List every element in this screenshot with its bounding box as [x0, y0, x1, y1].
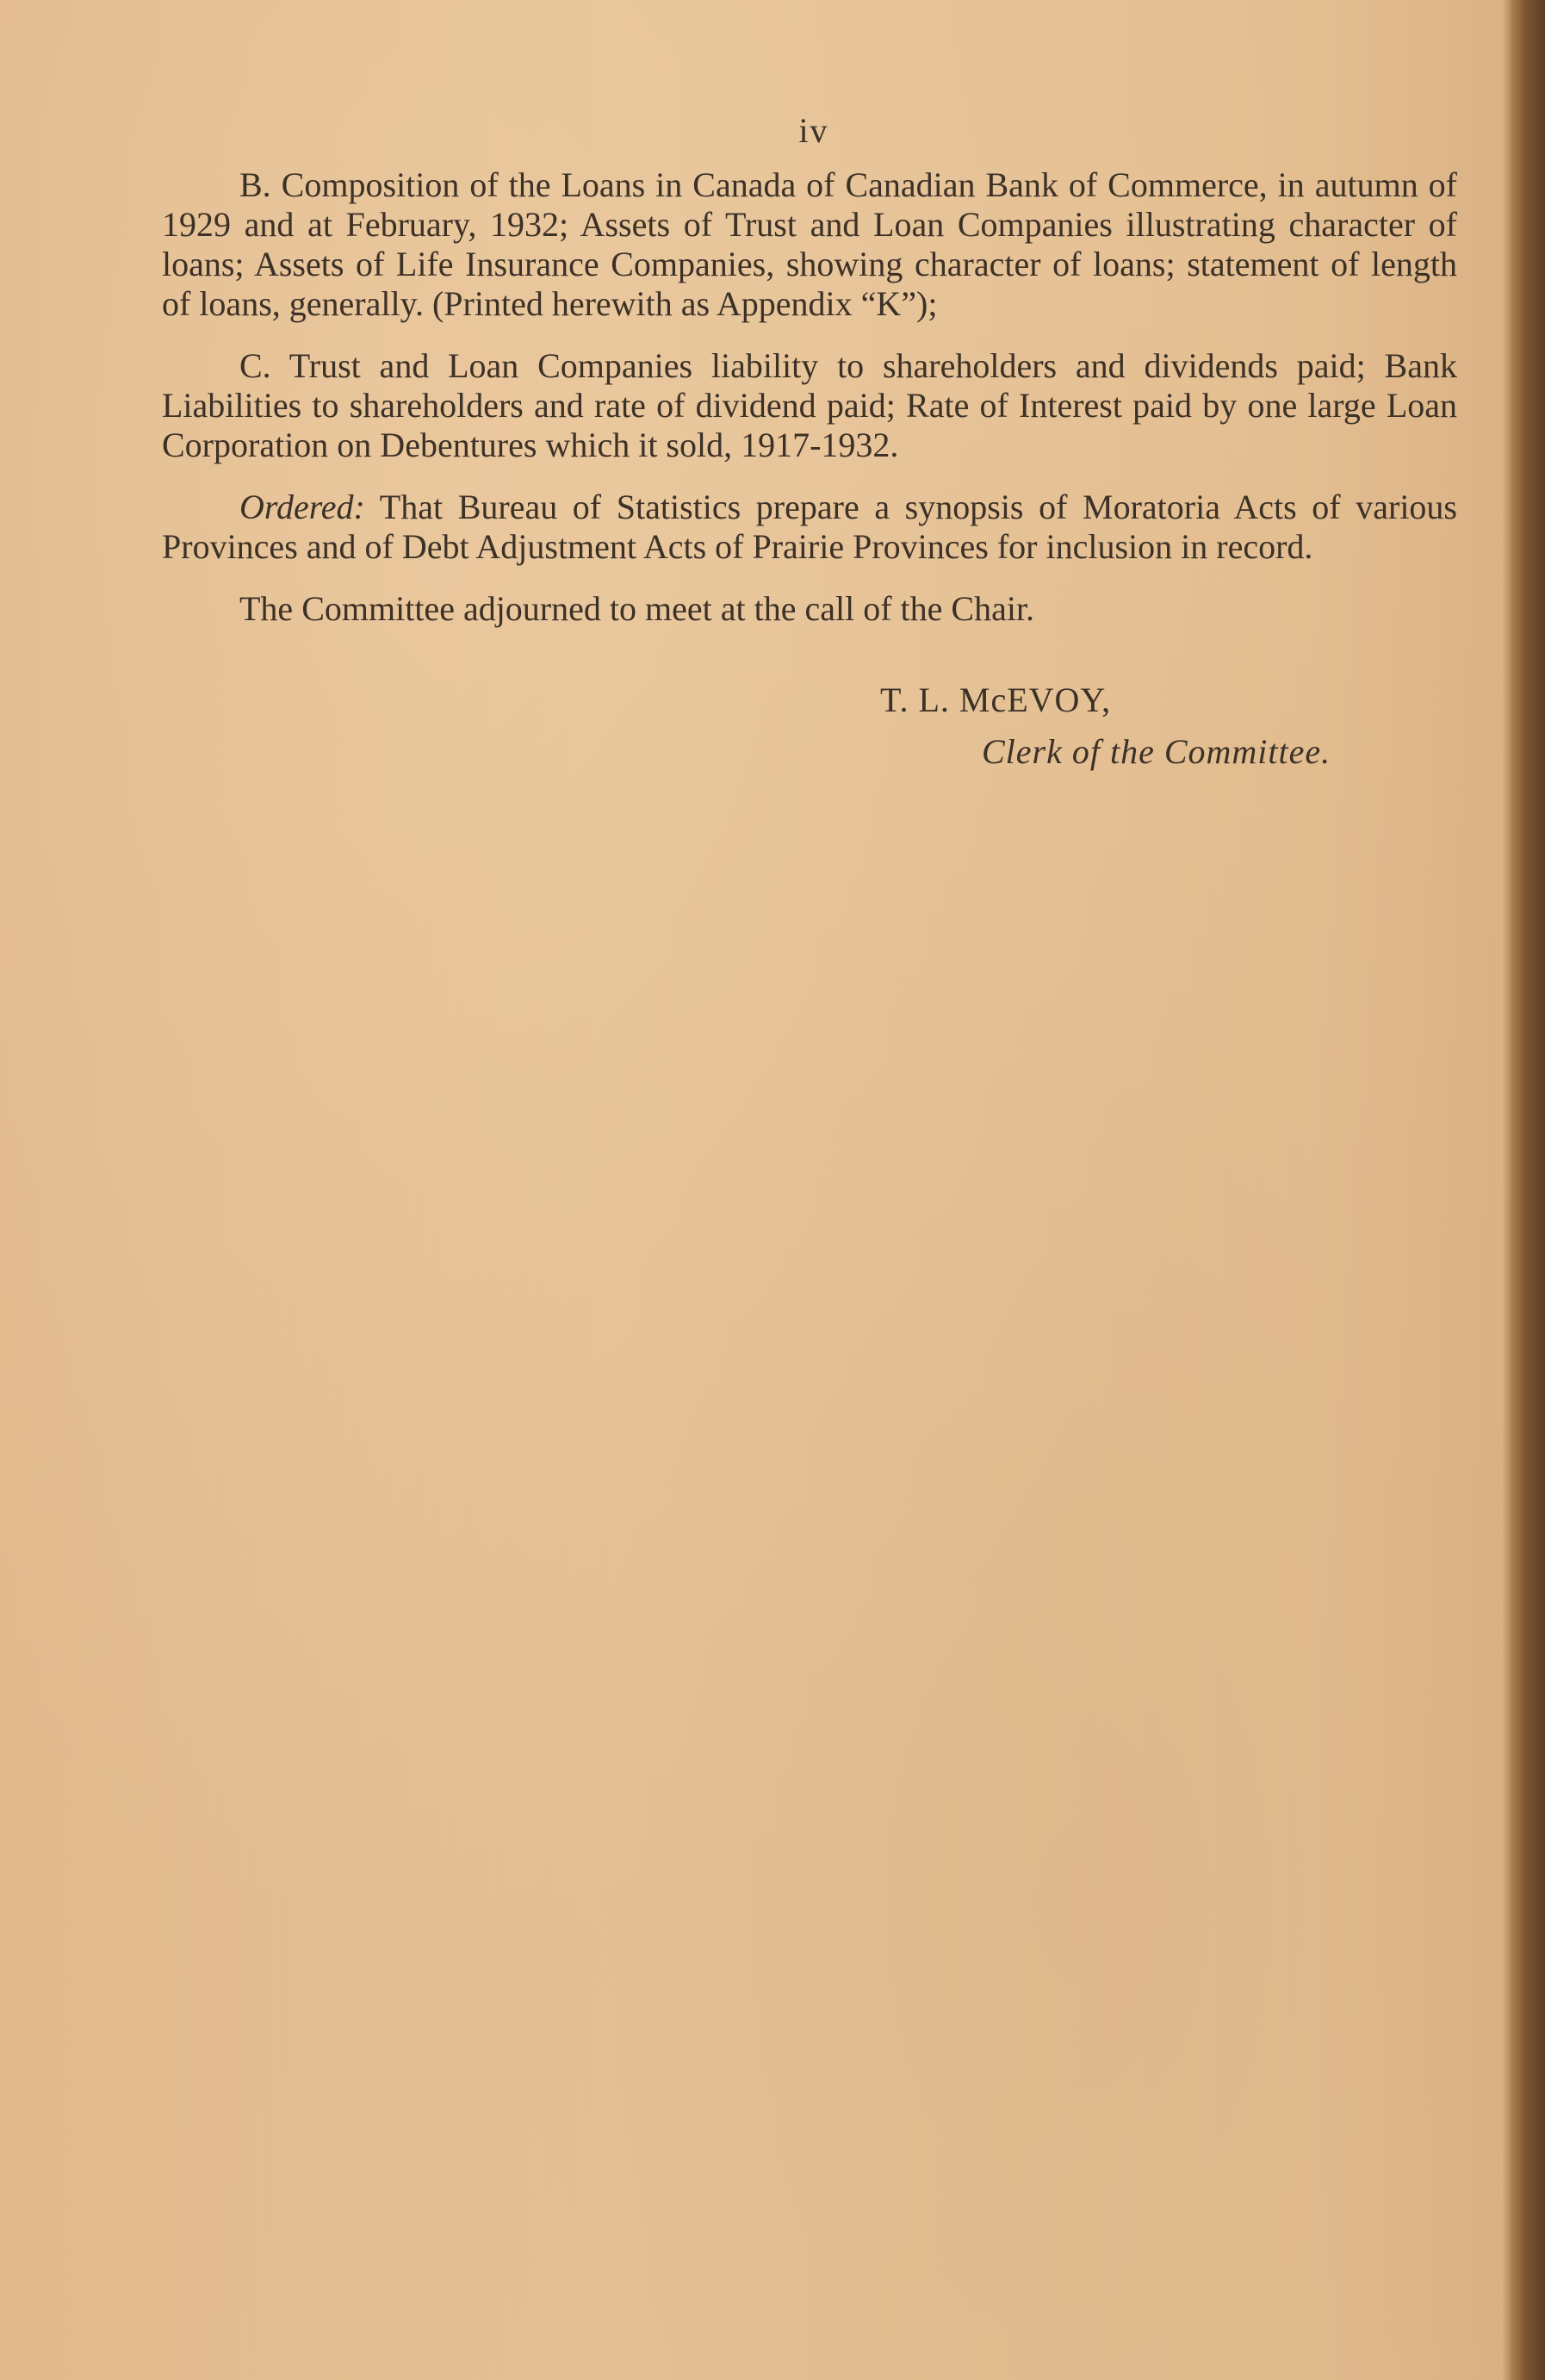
paragraph-ordered [162, 488, 1457, 567]
page-binding-shadow [1502, 0, 1511, 2380]
signature-name: T. L. McEVOY, [880, 680, 1112, 719]
paragraph-adjourned: The Committee adjourned to meet at the call of the Chair. [239, 589, 1035, 628]
page-binding-edge [1511, 0, 1545, 2380]
page-number: iv [798, 111, 829, 150]
paragraph-c: C. Trust and Loan Companies liability to shareholders and dividends paid; Bank Liabilities to shareholders and rate of dividend paid; Rate of Interest paid by one large Loan Corporation on Debentures which it sold, 1917-1932. [162, 346, 1457, 464]
ordered-text: That Bureau of Statistics prepare a synopsis of Moratoria Acts of various Provinces and of Debt Adjustment Acts of Prairie Provinces for inclusion in record. [162, 488, 1457, 566]
ordered-label: Ordered: [239, 488, 365, 526]
signature-title: Clerk of the Committee. [982, 732, 1331, 771]
document-body [162, 165, 1457, 651]
paragraph-b: B. Composition of the Loans in Canada of Canadian Bank of Commerce, in autumn of 1929 and at February, 1932; Assets of Trust and Loan Companies illustrating character of loans; Assets of Life Insurance Companies, showing character of loans; statement of length of loans, generally. (Printed herewith as Appendix “K”); [162, 165, 1457, 323]
